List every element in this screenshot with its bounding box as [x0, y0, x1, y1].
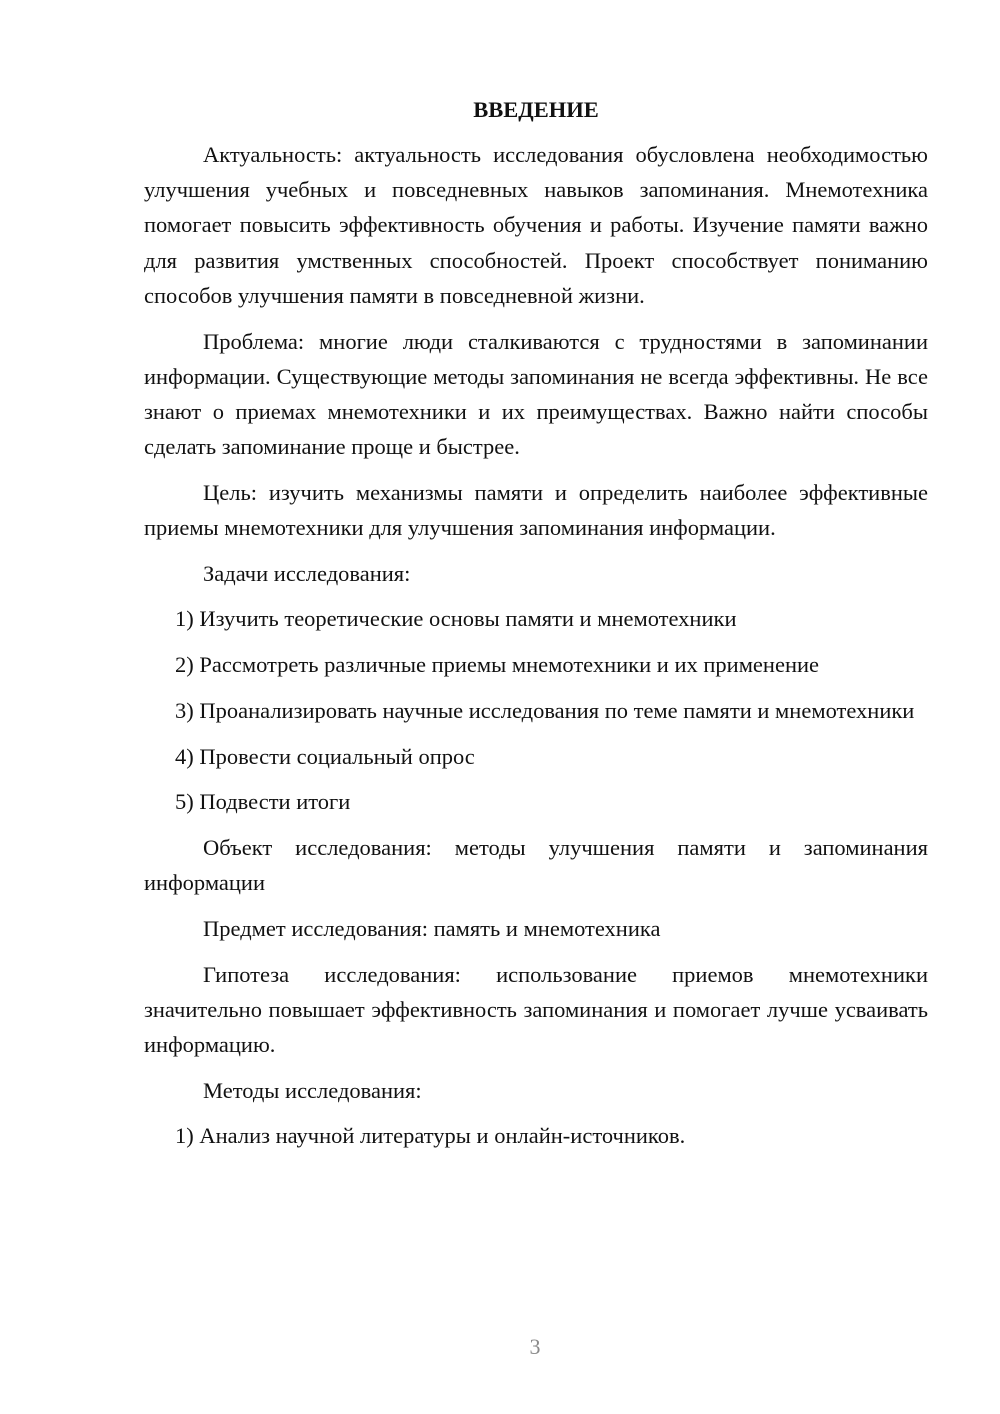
page-number: 3 — [529, 1334, 541, 1359]
page-title: ВВЕДЕНИЕ — [473, 97, 599, 122]
task-item-1: 1) Изучить теоретические основы памяти и мнемотехники — [175, 606, 737, 632]
object-paragraph: Объект исследования: методы улучшения памяти и запоминания информации — [144, 834, 928, 896]
task-item-3: 3) Проанализировать научные исследования по теме памяти и мнемотехники — [175, 697, 915, 723]
task-item-2: 2) Рассмотреть различные приемы мнемотехники и их применение — [175, 652, 820, 678]
subject-paragraph: Предмет исследования: память и мнемотехника — [203, 915, 661, 941]
tasks-heading: Задачи исследования: — [203, 560, 411, 586]
problem-paragraph: Проблема: многие люди сталкиваются с трудностями в запоминании информации. Существующие методы запоминания не всегда эффективны. Не все знают о приемах мнемотехники и их преимуществах. Важно найти способы сделать запоминание проще и быстрее. — [144, 328, 928, 460]
goal-paragraph: Цель: изучить механизмы памяти и определить наиболее эффективные приемы мнемотехники для улучшения запоминания информации. — [144, 479, 928, 541]
document-body — [144, 92, 928, 1164]
task-item-4: 4) Провести социальный опрос — [175, 743, 475, 769]
relevance-paragraph: Актуальность: актуальность исследования обусловлена необходимостью улучшения учебных и повседневных навыков запоминания. Мнемотехника помогает повысить эффективность обучения и работы. Изучение памяти важно для развития умственных способностей. Проект способствует пониманию способов улучшения памяти в повседневной жизни. — [144, 142, 928, 308]
method-item-1: 1) Анализ научной литературы и онлайн-источников. — [175, 1123, 686, 1149]
methods-heading: Методы исследования: — [203, 1077, 422, 1103]
task-item-5: 5) Подвести итоги — [175, 789, 351, 815]
hypothesis-paragraph: Гипотеза исследования: использование приемов мнемотехники значительно повышает эффективность запоминания и помогает лучше усваивать информацию. — [144, 961, 928, 1057]
